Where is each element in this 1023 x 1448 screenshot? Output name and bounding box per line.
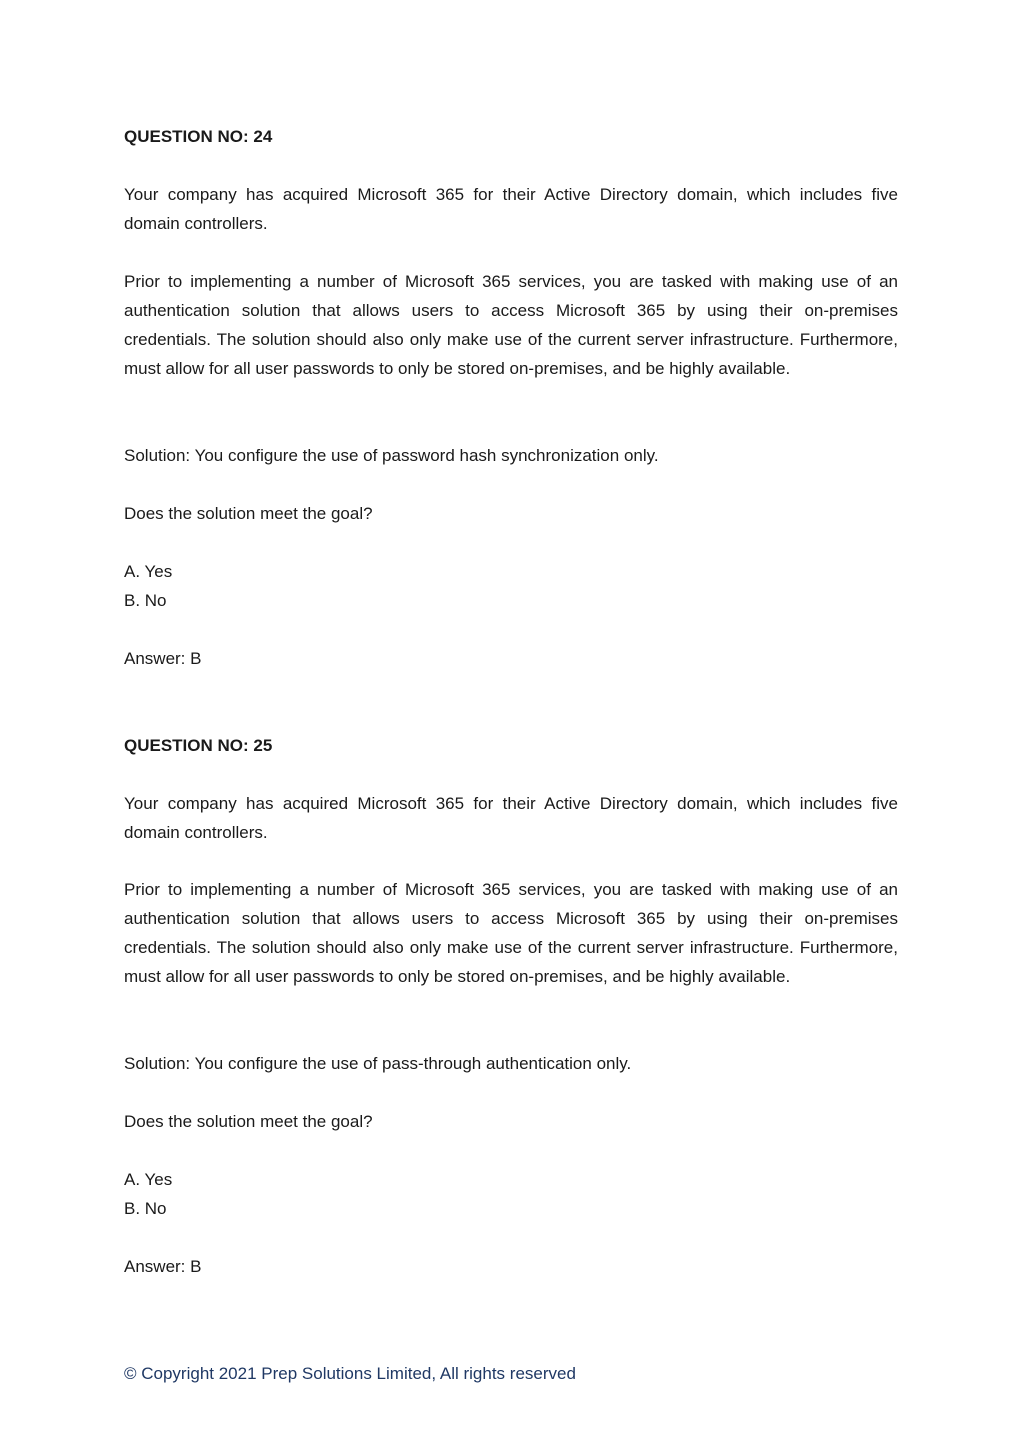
copyright-footer: © Copyright 2021 Prep Solutions Limited, All rights reserved <box>124 1364 576 1383</box>
question-solution: Solution: You configure the use of pass-through authentication only. <box>124 1054 632 1073</box>
answer-line: Answer: B <box>124 1257 202 1276</box>
question-solution: Solution: You configure the use of password hash synchronization only. <box>124 446 659 465</box>
question-requirement: Prior to implementing a number of Microsoft 365 services, you are tasked with making use of an authentication solution that allows users to access Microsoft 365 by using their on-premises credentials. The solution should also only make use of the current server infrastructure. Furthermore, must allow for all user passwords to only be stored on-premises, and be highly available. <box>124 880 898 986</box>
question-intro: Your company has acquired Microsoft 365 for their Active Directory domain, which includes five domain controllers. <box>124 185 898 233</box>
question-prompt: Does the solution meet the goal? <box>124 504 373 523</box>
question-intro: Your company has acquired Microsoft 365 for their Active Directory domain, which includes five domain controllers. <box>124 794 898 842</box>
option-b: B. No <box>124 1199 167 1218</box>
answer-line: Answer: B <box>124 649 202 668</box>
option-a: A. Yes <box>124 562 173 581</box>
question-heading: QUESTION NO: 25 <box>124 736 273 755</box>
question-requirement: Prior to implementing a number of Microsoft 365 services, you are tasked with making use of an authentication solution that allows users to access Microsoft 365 by using their on-premises credentials. The solution should also only make use of the current server infrastructure. Furthermore, must allow for all user passwords to only be stored on-premises, and be highly available. <box>124 272 898 378</box>
option-b: B. No <box>124 591 167 610</box>
question-prompt: Does the solution meet the goal? <box>124 1112 373 1131</box>
question-heading: QUESTION NO: 24 <box>124 127 273 146</box>
option-a: A. Yes <box>124 1170 173 1189</box>
